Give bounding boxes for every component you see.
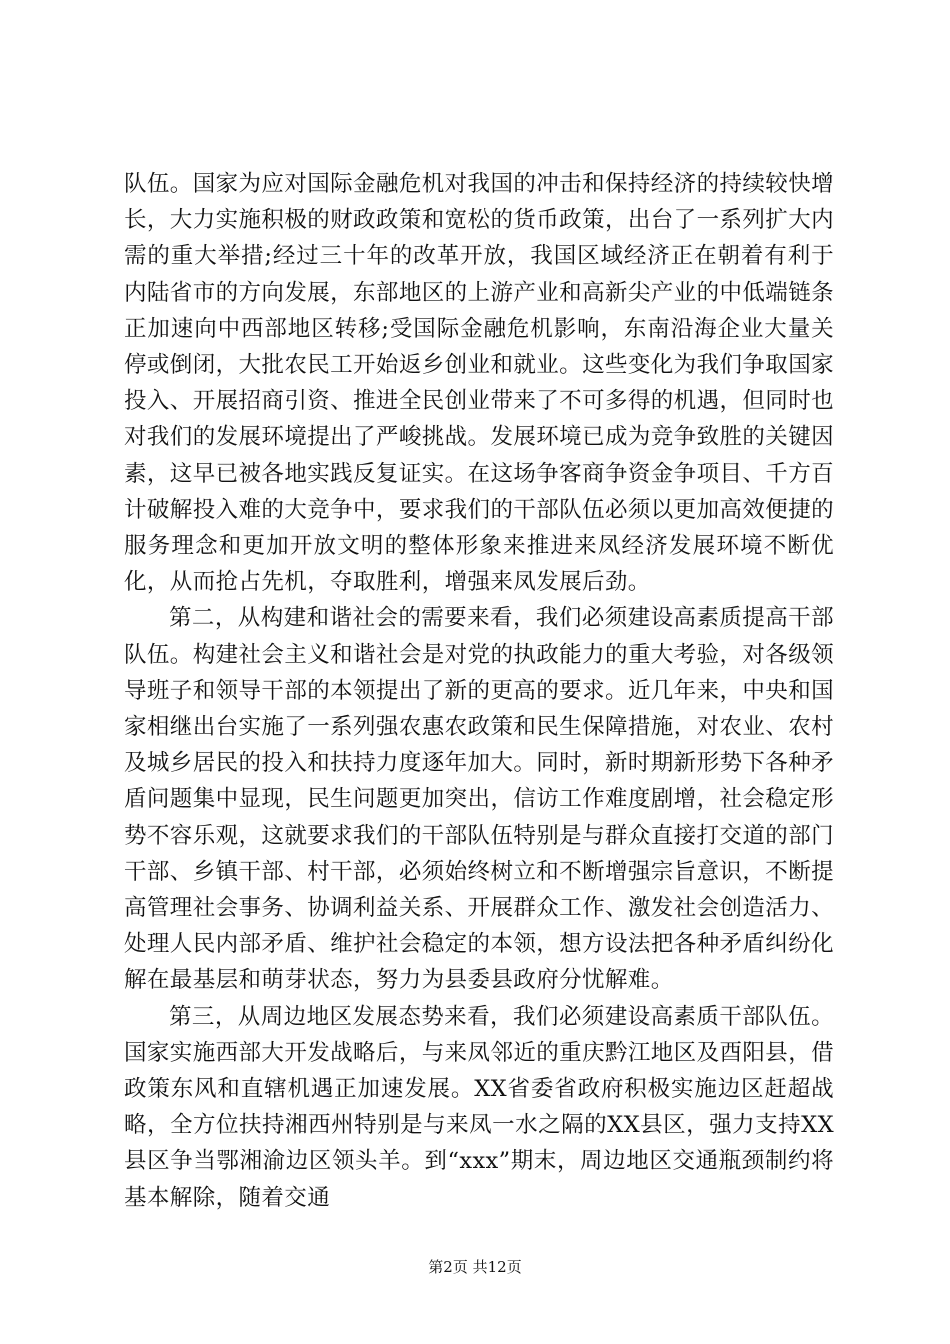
- document-body: [124, 166, 834, 1216]
- page-number-footer: 第2页 共12页: [428, 1258, 522, 1276]
- paragraph-2: 第二，从构建和谐社会的需要来看，我们必须建设高素质提高干部队伍。构建社会主义和谐社会是对党的执政能力的重大考验，对各级领导班子和领导干部的本领提出了新的更高的要求。近几年来，中央和国家相继出台实施了一系列强农惠农政策和民生保障措施，对农业、农村及城乡居民的投入和扶持力度逐年加大。同时，新时期新形势下各种矛盾问题集中显现，民生问题更加突出，信访工作难度剧增，社会稳定形势不容乐观，这就要求我们的干部队伍特别是与群众直接打交道的部门干部、乡镇干部、村干部，必须始终树立和不断增强宗旨意识，不断提高管理社会事务、协调利益关系、开展群众工作、激发社会创造活力、处理人民内部矛盾、维护社会稳定的本领，想方设法把各种矛盾纠纷化解在最基层和萌芽状态，努力为县委县政府分忧解难。: [124, 605, 834, 994]
- paragraph-1: 队伍。国家为应对国际金融危机对我国的冲击和保持经济的持续较快增长，大力实施积极的财政政策和宽松的货币政策，出台了一系列扩大内需的重大举措;经过三十年的改革开放，我国区域经济正在朝着有利于内陆省市的方向发展，东部地区的上游产业和高新尖产业的中低端链条正加速向中西部地区转移;受国际金融危机影响，东南沿海企业大量关停或倒闭，大批农民工开始返乡创业和就业。这些变化为我们争取国家投入、开展招商引资、推进全民创业带来了不可多得的机遇，但同时也对我们的发展环境提出了严峻挑战。发展环境已成为竞争致胜的关键因素，这早已被各地实践反复证实。在这场争客商争资金争项目、千方百计破解投入难的大竞争中，要求我们的干部队伍必须以更加高效便捷的服务理念和更加开放文明的整体形象来推进来凤经济发展环境不断优化，从而抢占先机，夺取胜利，增强来凤发展后劲。: [124, 171, 834, 596]
- paragraph-3: 第三，从周边地区发展态势来看，我们必须建设高素质干部队伍。国家实施西部大开发战略后，与来凤邻近的重庆黔江地区及酉阳县，借政策东风和直辖机遇正加速发展。XX省委省政府积极实施边区赶超战略，全方位扶持湘西州特别是与来凤一水之隔的XX县区，强力支持XX县区争当鄂湘渝边区领头羊。到“xxx”期末，周边地区交通瓶颈制约将基本解除，随着交通: [124, 1003, 834, 1211]
